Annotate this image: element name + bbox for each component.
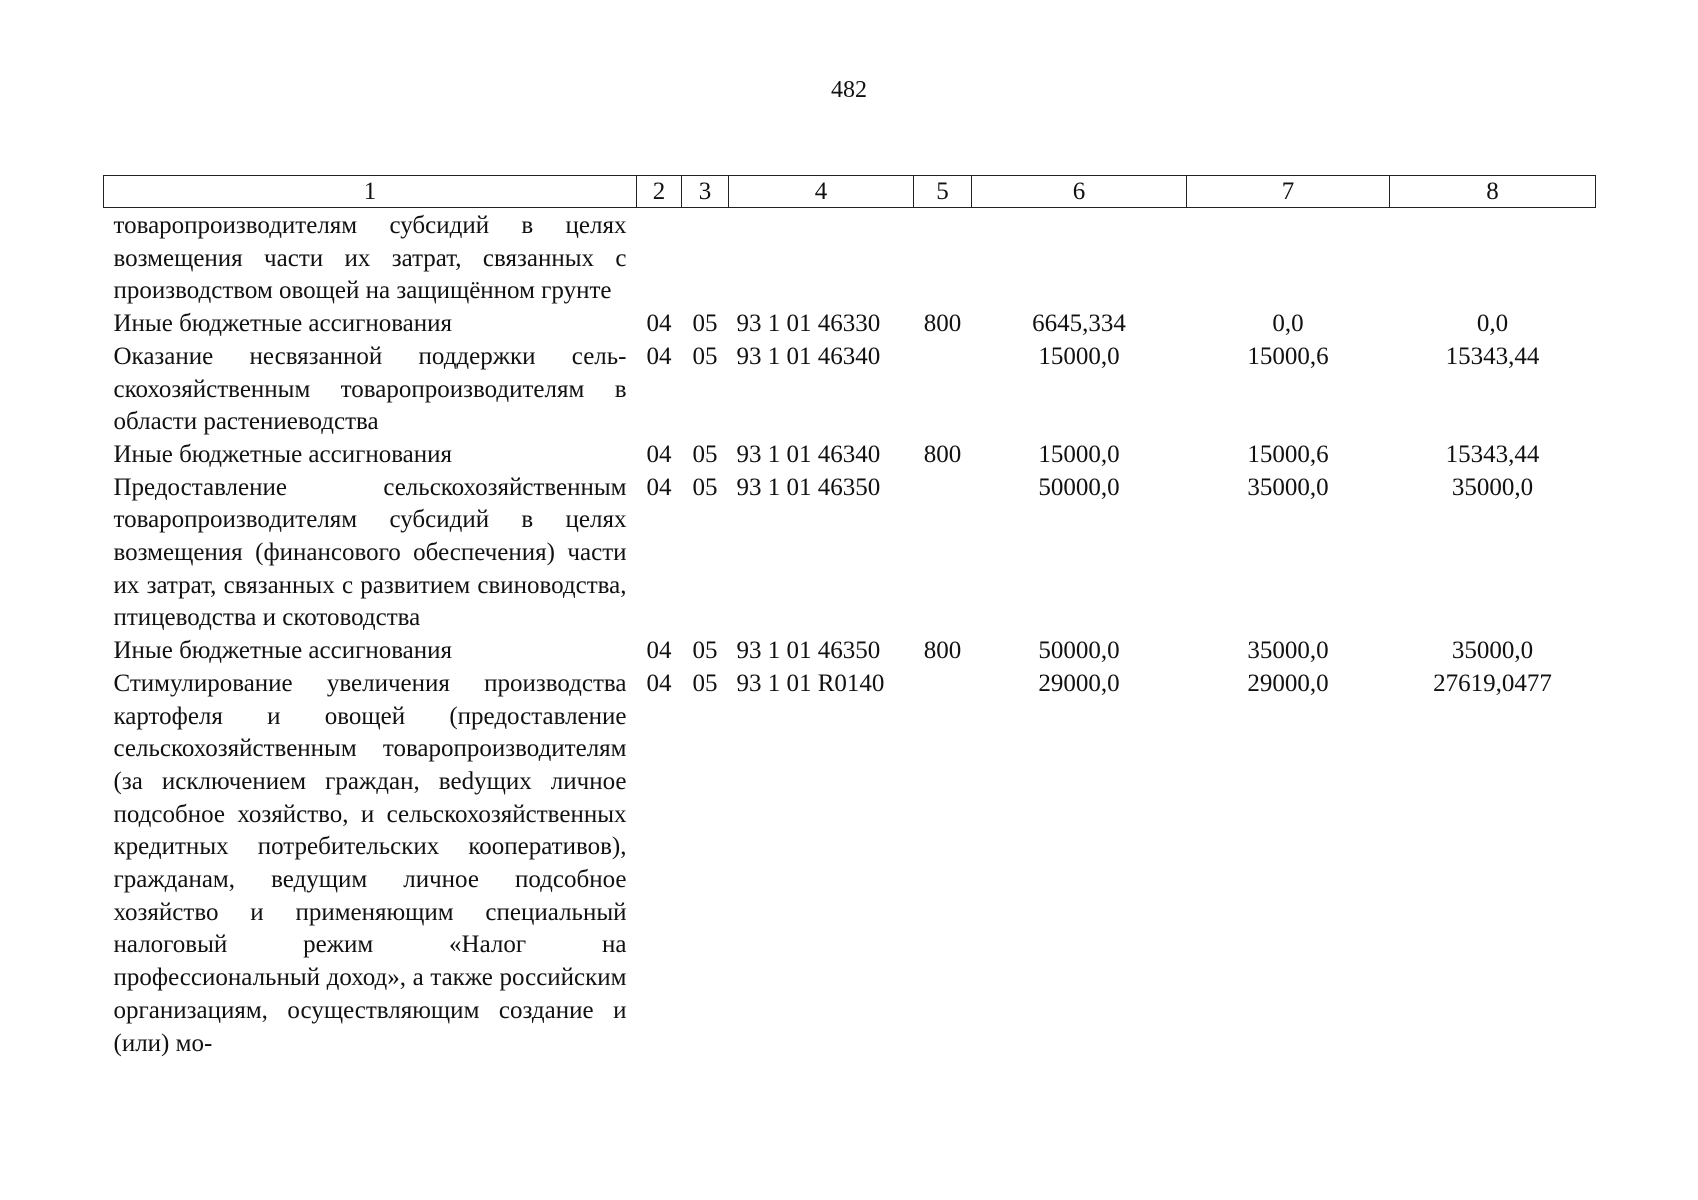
row-subsection-code: 05	[692, 342, 718, 370]
row-target-article: 93 1 01 46350	[736, 637, 881, 665]
row-section-code: 04	[646, 440, 672, 468]
row-amount-col-7: 15000,6	[1247, 342, 1329, 370]
header-col-2: 2	[637, 176, 682, 208]
row-target-article: 93 1 01 46330	[736, 310, 881, 338]
row-expense-type	[914, 668, 972, 1060]
row-name: Предоставление сельскохозяйственным товаропроизводителям субсидий в целях возмещения (финансового обеспечения) части их затрат, связанных с развитием свиноводства, птицеводства и скотоводства	[113, 473, 627, 632]
row-amount-col-6: 15000,0	[1038, 440, 1120, 468]
row-amount-col-7: 35000,0	[1247, 637, 1329, 665]
row-amount-col-8: 35000,0	[1451, 637, 1534, 665]
header-col-3: 3	[682, 176, 729, 208]
row-amount-col-7: 0,0	[1272, 310, 1304, 338]
header-row	[104, 176, 1596, 208]
header-col-5: 5	[914, 176, 972, 208]
row-expense-type	[914, 341, 972, 439]
table-row	[104, 208, 1596, 309]
header-col-7: 7	[1187, 176, 1390, 208]
header-col-1: 1	[104, 176, 637, 208]
row-subsection-code: 05	[692, 669, 718, 697]
budget-allocation-table	[103, 175, 1596, 1060]
row-name: товаропроизводителям субсидий в целях возмещения части их затрат, связанных с производством овощей на защищённом грунте	[113, 212, 627, 305]
row-expense-type: 800	[923, 440, 962, 468]
row-amount-col-8: 35000,0	[1451, 473, 1534, 501]
row-expense-type	[914, 208, 972, 309]
row-expense-type: 800	[923, 310, 962, 338]
table-row	[104, 635, 1596, 668]
row-target-article: 93 1 01 46350	[736, 473, 881, 501]
row-amount-col-8: 15343,44	[1445, 342, 1540, 370]
table-body	[104, 208, 1596, 1061]
table-row	[104, 341, 1596, 439]
row-amount-col-6: 50000,0	[1038, 637, 1120, 665]
row-amount-col-6: 6645,334	[1032, 310, 1126, 338]
row-expense-type: 800	[923, 637, 962, 665]
row-name: Иные бюджетные ассигнования	[113, 440, 453, 468]
table-row	[104, 308, 1596, 341]
row-amount-col-7: 35000,0	[1247, 473, 1329, 501]
row-section-code: 04	[646, 473, 672, 501]
row-section-code: 04	[646, 637, 672, 665]
row-section-code: 04	[646, 342, 672, 370]
row-target-article: 93 1 01 46340	[736, 342, 881, 370]
row-subsection-code: 05	[692, 440, 718, 468]
row-name: Иные бюджетные ассигнования	[113, 310, 453, 338]
row-amount-col-7: 15000,6	[1247, 440, 1329, 468]
header-col-4: 4	[729, 176, 914, 208]
row-amount-col-6: 50000,0	[1038, 473, 1120, 501]
table-row	[104, 439, 1596, 472]
row-subsection-code: 05	[692, 473, 718, 501]
row-amount-col-8: 0,0	[1476, 310, 1509, 338]
row-amount-col-6: 15000,0	[1038, 342, 1120, 370]
header-col-6: 6	[972, 176, 1187, 208]
row-subsection-code: 05	[692, 637, 718, 665]
row-name: Иные бюджетные ассигнования	[113, 637, 453, 665]
row-section-code	[637, 208, 682, 309]
row-subsection-code	[682, 208, 729, 309]
row-amount-col-7: 29000,0	[1247, 669, 1329, 697]
row-amount-col-8: 27619,0477	[1433, 669, 1552, 697]
row-section-code: 04	[646, 310, 672, 338]
header-col-8: 8	[1390, 176, 1596, 208]
row-name: Стимулирование увеличения производства картофеля и овощей (предоставление сельскохозяйственным товаропроизводителям (за исключением граждан, веdущих личное подсобное хозяйство, и сельскохозяйственных кредитных потребительских кооперативов), гражданам, ведущим личное подсобное хозяйство и применяющим специальный налоговый режим «Налог на профессиональный доход», а также российским организациям, осуществляющим создание и (или) мо-	[113, 669, 627, 1057]
row-amount-col-6: 29000,0	[1038, 669, 1120, 697]
row-amount-col-6	[972, 208, 1187, 309]
row-name: Оказание несвязанной поддержки сельскохозяйственным товаропроизводителям в области растениеводства	[113, 342, 627, 436]
row-amount-col-8: 15343,44	[1445, 440, 1540, 468]
table-header	[104, 176, 1596, 208]
table-row	[104, 668, 1596, 1060]
row-target-article	[729, 208, 914, 309]
row-target-article: 93 1 01 R0140	[736, 669, 885, 697]
row-expense-type	[914, 472, 972, 636]
page-number: 482	[831, 77, 867, 103]
row-amount-col-7	[1187, 208, 1390, 309]
row-subsection-code: 05	[692, 310, 718, 338]
row-section-code: 04	[646, 669, 672, 697]
row-amount-col-8	[1390, 208, 1596, 309]
table-row	[104, 472, 1596, 636]
row-target-article: 93 1 01 46340	[736, 440, 881, 468]
